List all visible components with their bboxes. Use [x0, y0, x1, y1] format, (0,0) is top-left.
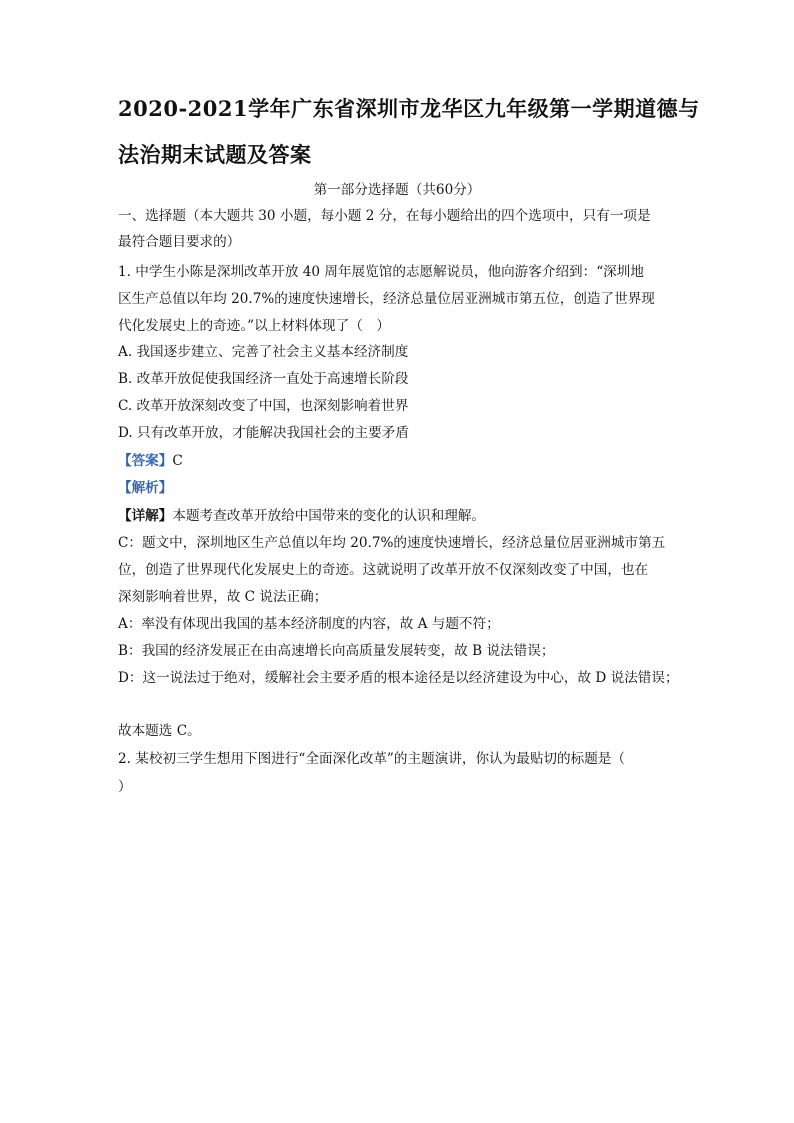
document-title-line-2: 法治期末试题及答案 [118, 142, 312, 167]
answer-tag: 【答案】 [118, 453, 173, 469]
question-1-detail [118, 506, 485, 526]
question-1-analysis-tag [118, 478, 172, 498]
question-1-answer [118, 451, 183, 471]
explanation-line-4: A：率没有体现出我国的基本经济制度的内容，故 A 与题不符； [118, 616, 500, 632]
detail-text: 本题考查改革开放给中国带来的变化的认识和理解。 [172, 508, 486, 524]
question-1-stem-line-1: 1. 中学生小陈是深圳改革开放 40 周年展览馆的志愿解说员，他向游客介绍到：“深圳地 [118, 264, 644, 280]
question-1-stem-line-3: 代化发展史上的奇迹。”以上材料体现了（ ） [118, 318, 391, 334]
explanation-line-6: D：这一说法过于绝对，缓解社会主要矛盾的根本途径是以经济建设为中心，故 D 说法错误； [118, 670, 679, 686]
explanation-line-5: B：我国的经济发展正在由高速增长向高质量发展转变，故 B 说法错误； [118, 643, 555, 659]
question-1-stem-line-2: 区生产总值以年均 20.7%的速度快速增长，经济总量位居亚洲城市第五位，创造了世界现 [118, 291, 655, 307]
question-1-conclusion: 故本题选 C。 [118, 723, 201, 739]
question-1-option-b: B. 改革开放促使我国经济一直处于高速增长阶段 [118, 371, 409, 387]
analysis-tag: 【解析】 [118, 480, 173, 496]
question-2-stem-line-2: ） [118, 779, 132, 795]
instructions-line-1: 一、选择题（本大题共 30 小题，每小题 2 分，在每小题给出的四个选项中，只有一项是 [118, 208, 651, 224]
answer-value: C [172, 453, 183, 469]
question-1-option-d: D. 只有改革开放，才能解决我国社会的主要矛盾 [118, 425, 409, 441]
detail-tag: 【详解】 [118, 508, 173, 524]
explanation-line-2: 位，创造了世界现代化发展史上的奇迹。这就说明了改革开放不仅深刻改变了中国，也在 [118, 562, 649, 578]
instructions-line-2: 最符合题目要求的） [118, 234, 241, 250]
question-2-stem-line-1: 2. 某校初三学生想用下图进行“全面深化改革”的主题演讲，你认为最贴切的标题是（ [118, 751, 625, 767]
explanation-line-3: 深刻影响着世界，故 C 说法正确； [118, 589, 328, 605]
section-heading: 第一部分选择题（共60分） [313, 182, 481, 198]
explanation-line-1: C：题文中，深圳地区生产总值以年均 20.7%的速度快速增长，经济总量位居亚洲城市第五 [118, 535, 666, 551]
question-1-option-a: A. 我国逐步建立、完善了社会主义基本经济制度 [118, 344, 409, 360]
document-title-line-1: 2020-2021学年广东省深圳市龙华区九年级第一学期道德与 [118, 96, 700, 121]
question-1-option-c: C. 改革开放深刻改变了中国，也深刻影响着世界 [118, 398, 409, 414]
